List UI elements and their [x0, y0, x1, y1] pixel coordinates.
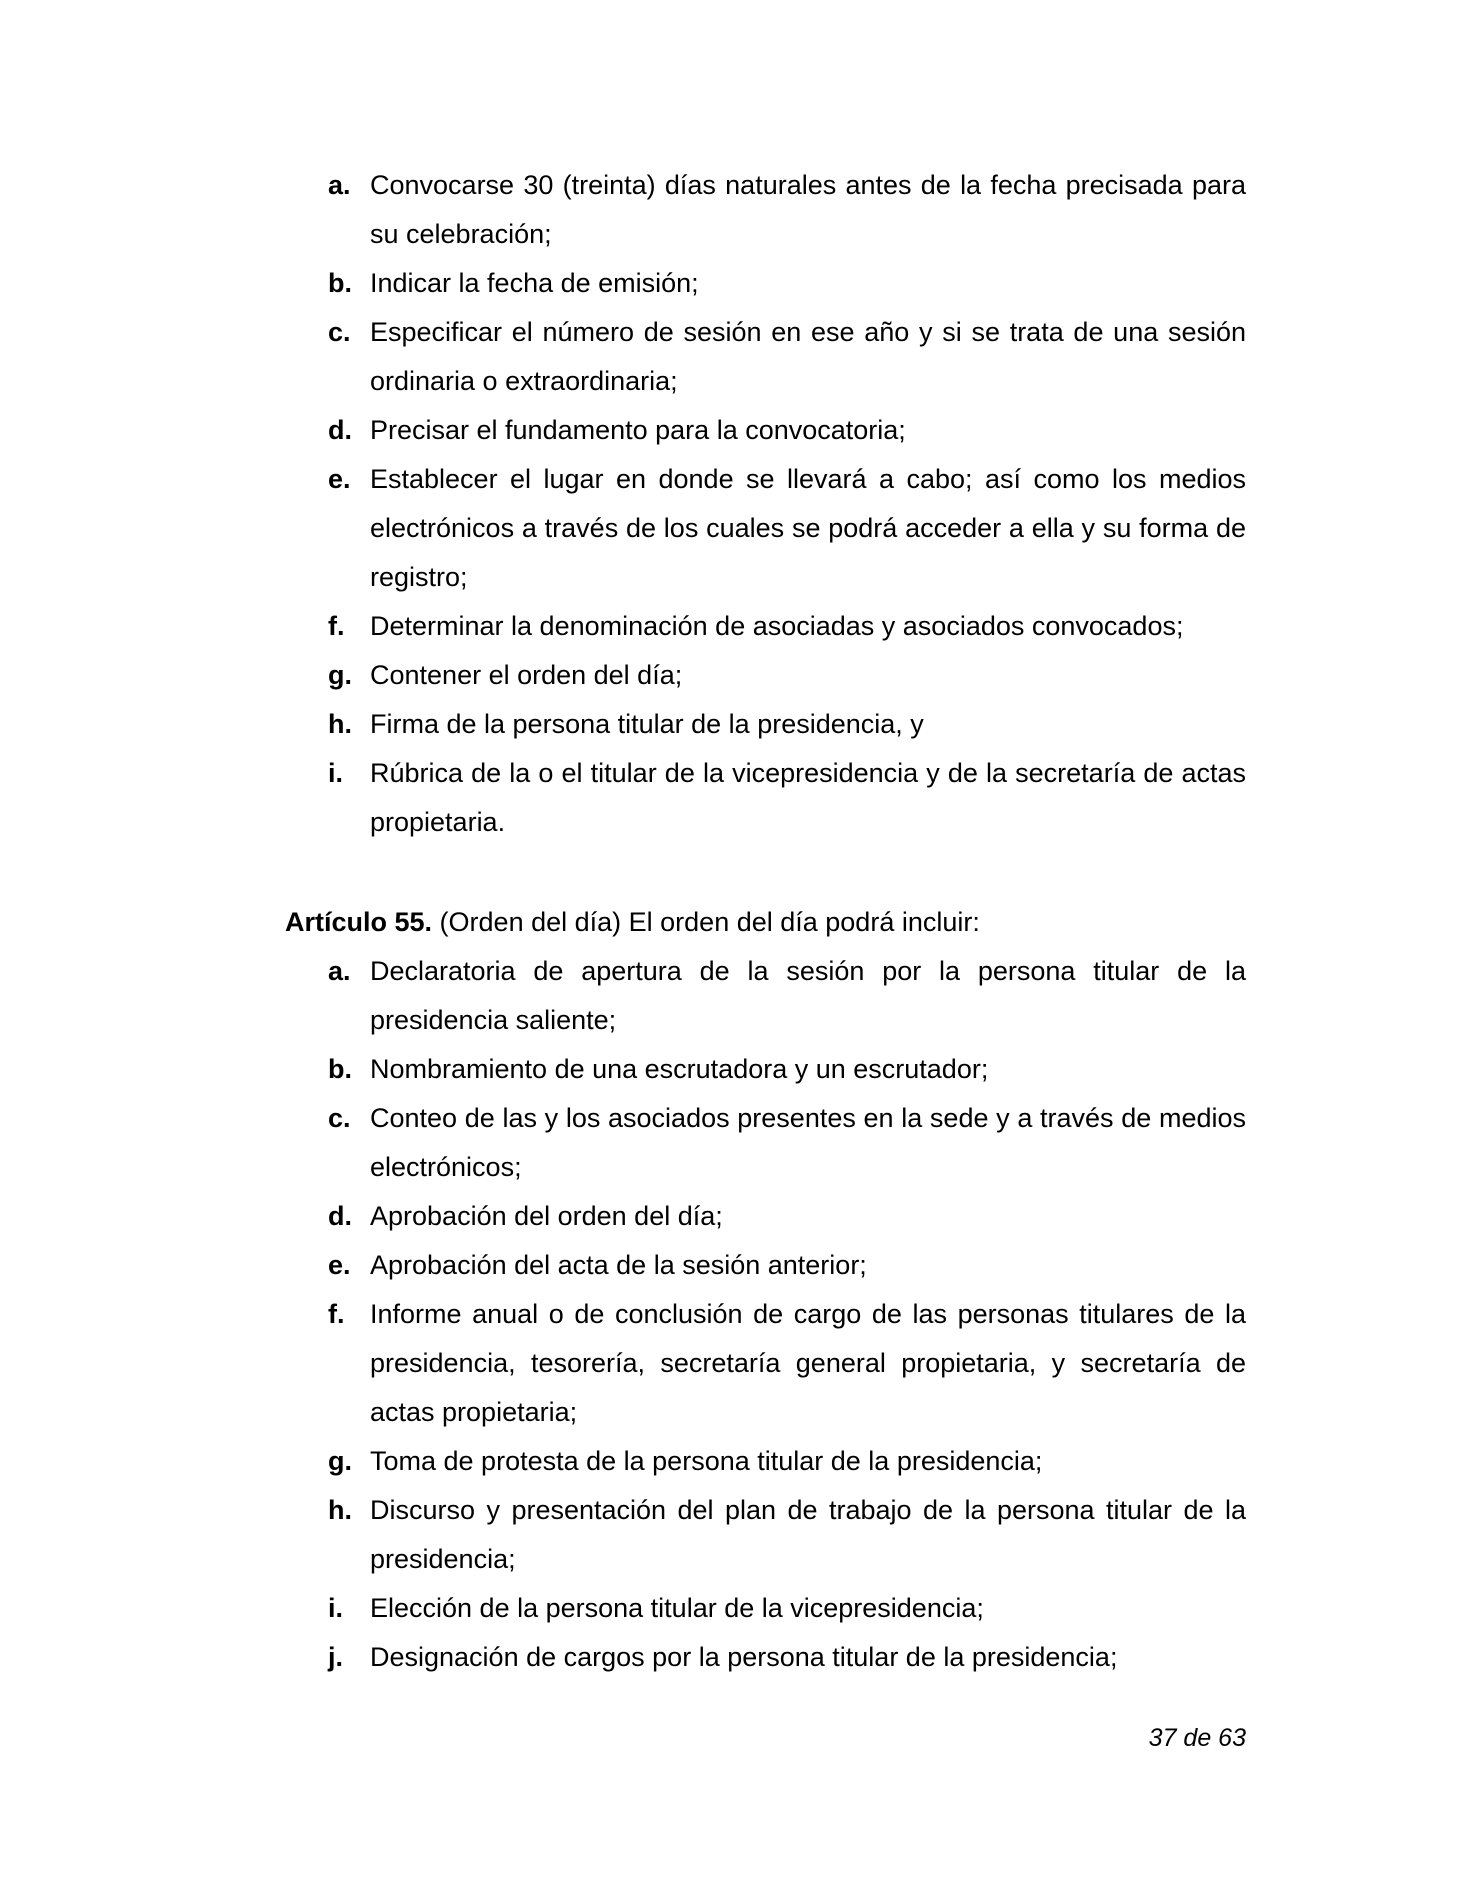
list-item-text: Toma de protesta de la persona titular de la presidencia; [370, 1446, 1043, 1476]
page-number: 37 de 63 [1148, 1724, 1246, 1752]
article-55-paragraph [285, 898, 1246, 947]
list-item-text: Especificar el número de sesión en ese año y si se trata de una sesión ordinaria o extraordinaria; [370, 317, 1246, 396]
list-item-text: Contener el orden del día; [370, 660, 683, 690]
list-item-text: Establecer el lugar en donde se llevará a cabo; así como los medios electrónicos a través de los cuales se podrá acceder a ella y su forma de registro; [370, 464, 1246, 592]
list-item-text: Conteo de las y los asociados presentes en la sede y a través de medios electrónicos; [370, 1103, 1246, 1182]
list-item [320, 161, 1246, 259]
list-item [320, 308, 1246, 406]
list-item [320, 1633, 1246, 1682]
list-item-label: i. [328, 758, 344, 788]
list-item-label: h. [328, 709, 352, 739]
list-item-text: Designación de cargos por la persona titular de la presidencia; [370, 1642, 1118, 1672]
list-item-text: Aprobación del acta de la sesión anterior; [370, 1250, 867, 1280]
article-intro-text: (Orden del día) El orden del día podrá incluir: [432, 907, 980, 937]
list-item-label: f. [328, 1299, 345, 1329]
list-item-label: a. [328, 956, 351, 986]
list-item-text: Declaratoria de apertura de la sesión por la persona titular de la presidencia saliente; [370, 956, 1246, 1035]
list-item [320, 749, 1246, 847]
list-item [320, 700, 1246, 749]
list-item-text: Nombramiento de una escrutadora y un escrutador; [370, 1054, 989, 1084]
list-item-text: Firma de la persona titular de la presidencia, y [370, 709, 924, 739]
list-item-text: Convocarse 30 (treinta) días naturales antes de la fecha precisada para su celebración; [370, 170, 1246, 249]
list-item-label: i. [328, 1593, 344, 1623]
list-item-label: d. [328, 1201, 352, 1231]
list-item-label: e. [328, 464, 351, 494]
list-item-text: Determinar la denominación de asociadas y asociados convocados; [370, 611, 1184, 641]
list-item [320, 1241, 1246, 1290]
list-item-text: Informe anual o de conclusión de cargo de las personas titulares de la presidencia, tesorería, secretaría general propietaria, y secretaría de actas propietaria; [370, 1299, 1246, 1427]
convocatoria-requirements-list [320, 161, 1246, 847]
list-item [320, 1584, 1246, 1633]
list-item-label: g. [328, 1446, 352, 1476]
list-item [320, 1486, 1246, 1584]
list-item-text: Precisar el fundamento para la convocatoria; [370, 415, 906, 445]
list-item [320, 1094, 1246, 1192]
list-item-label: j. [328, 1642, 344, 1672]
list-item [320, 1192, 1246, 1241]
list-item-text: Rúbrica de la o el titular de la vicepresidencia y de la secretaría de actas propietaria. [370, 758, 1246, 837]
list-item-label: d. [328, 415, 352, 445]
list-item [320, 602, 1246, 651]
list-item [320, 1045, 1246, 1094]
list-item-text: Indicar la fecha de emisión; [370, 268, 699, 298]
list-item [320, 651, 1246, 700]
list-item [320, 406, 1246, 455]
list-item [320, 1437, 1246, 1486]
list-item-label: f. [328, 611, 345, 641]
list-item-text: Elección de la persona titular de la vicepresidencia; [370, 1593, 984, 1623]
list-item [320, 455, 1246, 602]
orden-del-dia-list [320, 947, 1246, 1682]
list-item [320, 259, 1246, 308]
list-item-label: e. [328, 1250, 351, 1280]
list-item-label: c. [328, 317, 351, 347]
list-item [320, 1290, 1246, 1437]
article-heading: Artículo 55. [285, 907, 433, 937]
list-item [320, 947, 1246, 1045]
list-item-text: Discurso y presentación del plan de trabajo de la persona titular de la presidencia; [370, 1495, 1246, 1574]
list-item-label: h. [328, 1495, 352, 1525]
list-item-label: g. [328, 660, 352, 690]
list-item-text: Aprobación del orden del día; [370, 1201, 723, 1231]
list-item-label: a. [328, 170, 351, 200]
list-item-label: c. [328, 1103, 351, 1133]
list-item-label: b. [328, 268, 352, 298]
list-item-label: b. [328, 1054, 352, 1084]
